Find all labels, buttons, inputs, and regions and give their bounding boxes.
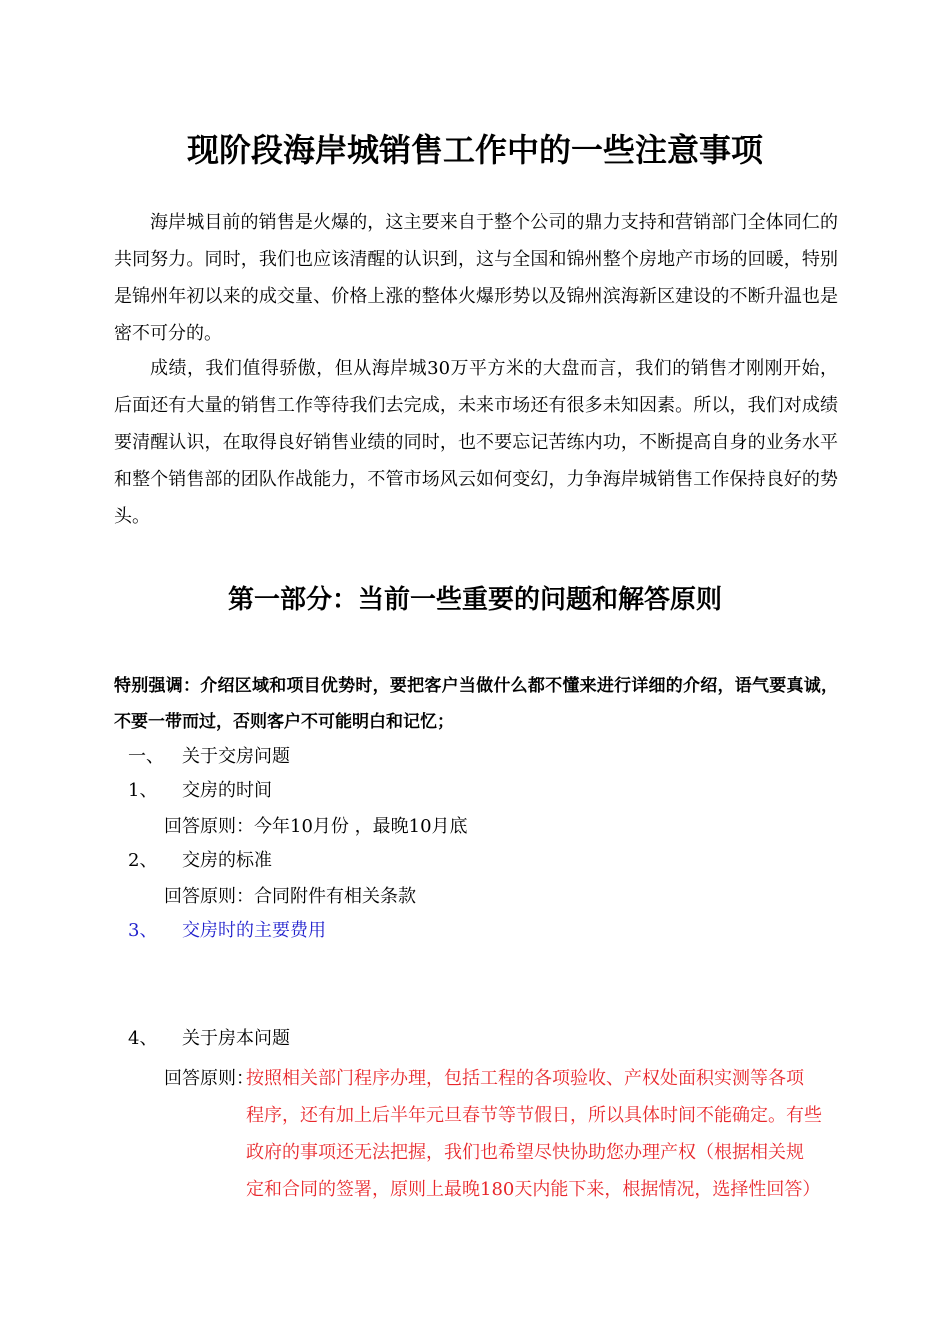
- answer-text: 回答原则：今年10月份 ，最晚10月底: [164, 816, 468, 837]
- list-item-label: 交房时的主要费用: [182, 920, 326, 941]
- list-item-label: 交房的时间: [182, 780, 272, 801]
- answer-text: 回答原则：合同附件有相关条款: [164, 886, 416, 907]
- answer-line: 定和合同的签署，原则上最晚180天内能下来，根据情况，选择性回答）: [246, 1179, 821, 1200]
- intro-paragraph-2: 成绩，我们值得骄傲，但从海岸城30万平方米的大盘而言，我们的销售才刚刚开始，后面还有大量的销售工作等待我们去完成，未来市场还有很多未知因素。所以，我们对成绩要清醒认识，在取得良好销售业绩的同时，也不要忘记苦练内功，不断提高自身的业务水平和整个销售部的团队作战能力，不管市场风云如何变幻，力争海岸城销售工作保持良好的势头。: [114, 358, 838, 527]
- list-group-label: 关于交房问题: [182, 746, 290, 767]
- list-group-number: 一、: [128, 746, 164, 767]
- intro-paragraph-1: 海岸城目前的销售是火爆的，这主要来自于整个公司的鼎力支持和营销部门全体同仁的共同努力。同时，我们也应该清醒的认识到，这与全国和锦州整个房地产市场的回暖，特别是锦州年初以来的成交量、价格上涨的整体火爆形势以及锦州滨海新区建设的不断升温也是密不可分的。: [114, 212, 838, 344]
- document-title: 现阶段海岸城销售工作中的一些注意事项: [186, 131, 763, 169]
- list-item-number: 1、: [128, 780, 158, 801]
- answer-line: 按照相关部门程序办理，包括工程的各项验收、产权处面积实测等各项: [246, 1068, 804, 1089]
- answer-line: 程序，还有加上后半年元旦春节等节假日，所以具体时间不能确定。有些: [246, 1105, 822, 1126]
- list-item-number: 4、: [128, 1028, 158, 1049]
- answer-line: 政府的事项还无法把握，我们也希望尽快协助您办理产权（根据相关规: [246, 1142, 804, 1163]
- section-heading: 第一部分：当前一些重要的问题和解答原则: [227, 585, 722, 615]
- emphasis-note: 特别强调：介绍区域和项目优势时，要把客户当做什么都不懂来进行详细的介绍，语气要真诚，不要一带而过，否则客户不可能明白和记忆；: [114, 676, 838, 732]
- list-item-number: 3、: [128, 920, 158, 941]
- list-item-number: 2、: [128, 850, 158, 871]
- list-item-label: 关于房本问题: [182, 1028, 290, 1049]
- answer-label: 回答原则：: [164, 1068, 254, 1089]
- list-item-label: 交房的标准: [182, 850, 272, 871]
